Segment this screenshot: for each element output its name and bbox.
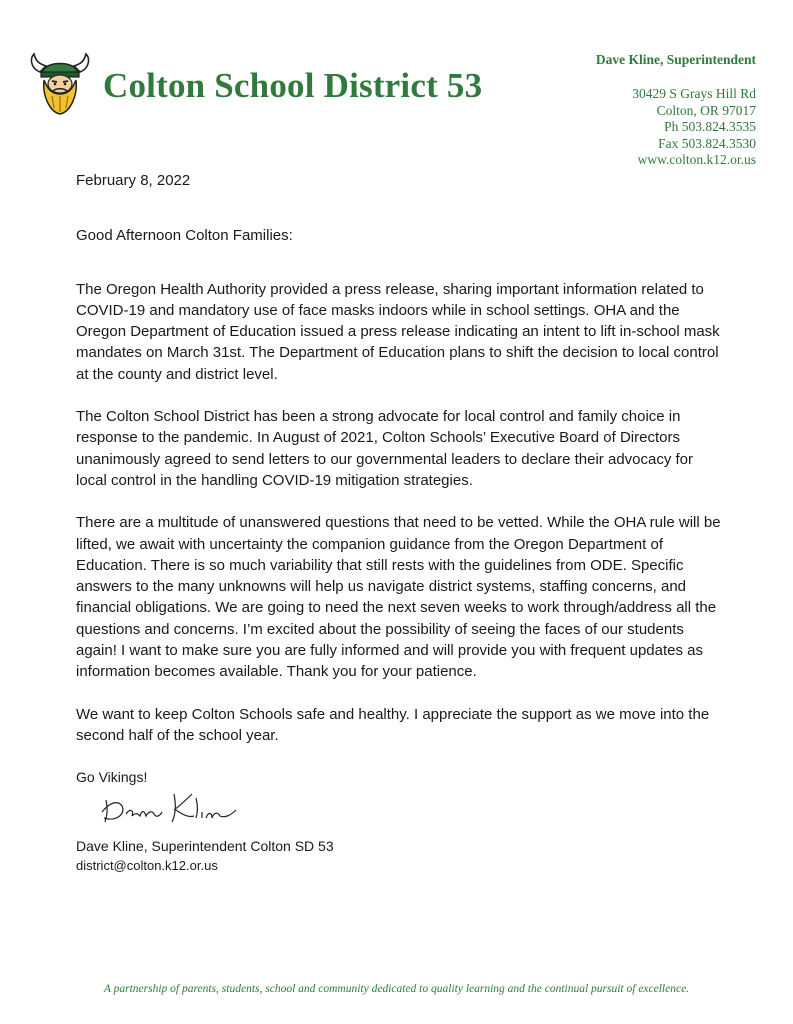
letter-paragraph: There are a multitude of unanswered questions that need to be vetted. While the OHA rule will be lifted, we await with uncertainty the companion guidance from the Oregon Department of Education. There is so much variability that still rests with the guidelines from ODE. Specific answers to the many unknowns will help us navigate district systems, staffing concerns, and financial obligations. We are going to need the next seven weeks to work through/address all the questions and concerns. I’m excited about the possibility of seeing the faces of our students again! I want to make sure you are fully informed and will provide you with frequent updates as information becomes available. Thank you for your patience. bbox=[76, 514, 721, 681]
letter-greeting: Good Afternoon Colton Families: bbox=[76, 227, 293, 245]
letter-paragraph: The Oregon Health Authority provided a press release, sharing important information related to COVID-19 and mandatory use of face masks indoors while in school settings. OHA and the Oregon Department of Education issued a press release indicating an intent to lift in-school mask mandates on March 31st. The Department of Education plans to shift the decision to local control at the county and district level. bbox=[76, 280, 720, 383]
address-line: 30429 S Grays Hill Rd bbox=[632, 86, 756, 101]
phone-line: Ph 503.824.3535 bbox=[664, 119, 756, 134]
letter-body bbox=[76, 170, 726, 789]
viking-mascot-icon bbox=[28, 50, 92, 116]
contact-block bbox=[596, 52, 756, 169]
website-line: www.colton.k12.or.us bbox=[637, 152, 756, 167]
letter-closing: Go Vikings! bbox=[76, 769, 148, 786]
letter-paragraph: The Colton School District has been a strong advocate for local control and family choice in response to the pandemic. In August of 2021, Colton Schools’ Executive Board of Directors unanimously agreed to send letters to our governmental leaders to declare their advocacy for local control in the handling COVID-19 mitigation strategies. bbox=[76, 408, 694, 489]
superintendent-title: Dave Kline, Superintendent bbox=[595, 52, 756, 67]
handwritten-signature bbox=[96, 788, 246, 826]
signer-email: district@colton.k12.or.us bbox=[76, 858, 218, 873]
district-name: Colton School District 53 bbox=[103, 66, 483, 105]
fax-line: Fax 503.824.3530 bbox=[658, 135, 756, 151]
signer-name: Dave Kline, Superintendent Colton SD 53 bbox=[76, 838, 334, 854]
letter-paragraph: We want to keep Colton Schools safe and healthy. I appreciate the support as we move into the second half of the school year. bbox=[76, 705, 710, 744]
address-line: Colton, OR 97017 bbox=[656, 102, 756, 118]
footer-tagline: A partnership of parents, students, school and community dedicated to quality learning and the continual pursuit of excellence. bbox=[103, 983, 690, 995]
letter-date: February 8, 2022 bbox=[76, 172, 191, 189]
